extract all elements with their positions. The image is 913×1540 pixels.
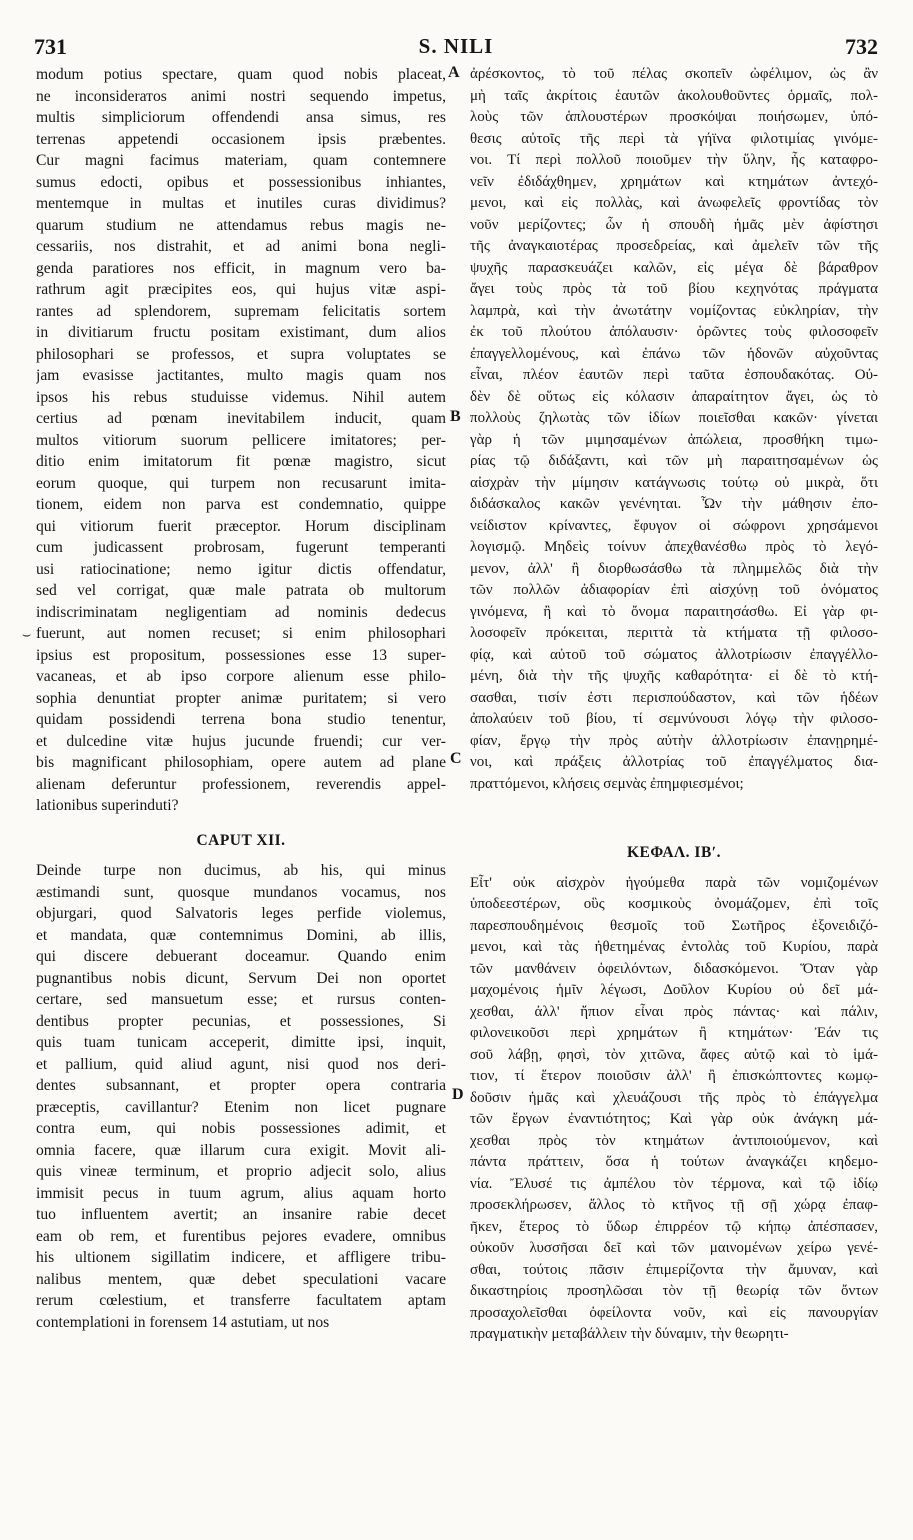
- text-line: quis tuam tunicam acceperit, dimitte ipsi, inquit,: [36, 1034, 446, 1051]
- margin-letter-b: B: [450, 408, 461, 425]
- text-line: qui discere debuerant doceamur. Quando enim: [36, 948, 446, 965]
- text-line: μαχομένοις ἡμῖν λέγωσι, Δοῦλον Κυρίου οὐ δεῖ μά-: [470, 982, 878, 998]
- text-line: πραγματικὴν μεταβάλλειν τὴν δύναμιν, τὴν θεωρητι-: [470, 1326, 789, 1342]
- text-line: æstimandi sunt, quosque mundanos vocamus, nos: [36, 883, 446, 901]
- text-line: σασθαι, τισίν ἐστι περισπούδαστον, καὶ τῶν ἡδέων: [470, 689, 878, 706]
- margin-letter-c: C: [450, 750, 462, 767]
- running-title: S. NILI: [418, 34, 494, 58]
- text-line: cessariis, nos distrahit, et ad animi bona negli-: [36, 238, 446, 255]
- text-line: certius ad pœnam inevitabilem inducit, quam: [36, 410, 446, 427]
- text-line: μένη, διὰ τὴν τῆς ψυχῆς καθαρότητα· εἰ δὲ τὸ κτή-: [470, 668, 878, 684]
- text-line: quarum studium ne attendamus rebus magis ne-: [36, 216, 446, 234]
- text-line: δικαστηρίοις προσηλῶσαι τὸν τῇ θεωρίᾳ τῶν ὄντων: [470, 1283, 878, 1299]
- text-line: ἄγει τοὺς πρὸς τὰ τοῦ βίου κεχηνότας πράγματα: [470, 281, 878, 297]
- text-line: μενοι, καὶ εἰς πολλὰς, καὶ ἀνωφελεῖς φροντίδας τὸν: [470, 195, 878, 211]
- text-line: immisit pecus in tuum agrum, alius aquam horto: [36, 1184, 446, 1202]
- text-line: contemplationi in forensem 14 astutiam, ut nos: [36, 1313, 330, 1331]
- text-line: dentes subsannant, et propter opera contraria: [36, 1077, 446, 1094]
- text-line: νείδιστον κρίναντες, ἔφυγον οἱ σώφρονι χρησάμενοι: [470, 517, 878, 534]
- text-line: et dulcedine vitæ hujus jucunde fruendi; cur ver-: [36, 732, 446, 750]
- text-line: ἐκ τοῦ πλούτου ἀπόλαυσιν· ὁρῶντες τοὺς φιλοσοφεῖν: [470, 324, 878, 340]
- margin-letter-d: D: [452, 1086, 464, 1103]
- text-line: ὑποδεεστέρων, οὓς κοσμικοὺς ὀνομάζομεν, ἐπὶ τοῖς: [470, 896, 878, 912]
- text-line: σοῦ λάβῃ, φησὶ, τὸν χιτῶνα, ἄφες αὐτῷ καὶ τὸ ἱμά-: [470, 1046, 878, 1063]
- text-line: eam ob rem, et furentibus pejores evadere, omnibus: [36, 1227, 446, 1245]
- text-line: φίᾳ, καὶ αὐτοῦ τοῦ σώματος ἀλλοτρίωσιν ἐπαγγέλλο-: [470, 646, 878, 663]
- text-line: mentemque in multas et inutiles curas dividimus?: [36, 195, 446, 212]
- latin-caput-heading: CAPUT XII.: [196, 831, 286, 849]
- text-line: νοῦν μερίζοντες; ὧν ἡ σπουδὴ ἡμᾶς μὲν ἀφίστησι: [470, 216, 878, 233]
- text-line: τιον, τί ἕτερον ποιοῦσιν ἀλλ' ἢ ἐπισκώπτοντες κωμῳ-: [470, 1068, 878, 1084]
- text-line: tuo influentem avertit; an insanire rabie decet: [36, 1206, 446, 1223]
- text-line: νία. Ἔλυσέ τις ἀμπέλου τὸν τέρμονα, καὶ τῷ ἰδίῳ: [470, 1175, 878, 1192]
- text-line: λοὺς τῶν ἁπλουστέρων προσκόψαι ποιήσωμεν, ὑπό-: [470, 109, 878, 125]
- text-line: ἀπολαύειν τοῦ βίου, τί σεμνύνουσι λόγῳ τὴν φιλοσο-: [470, 711, 878, 727]
- caput-spacer: [470, 795, 878, 829]
- text-line: cum judicassent probrosam, fugerunt temperanti: [36, 539, 446, 556]
- text-line: λογισμῷ. Μηδεὶς τοίνυν ἀπεχθανέσθω πρὸς τὸ λεγό-: [470, 539, 878, 555]
- text-line: τῶν μανθάνειν ὀφειλόντων, διδασκόμενοι. Ὅταν γὰρ: [470, 960, 878, 977]
- text-line: ipsius est propositum, possessiones esse 13 super-: [36, 646, 446, 664]
- text-line: terrenas appetendi occasionem ipsis præbentes.: [36, 130, 446, 148]
- text-line: Deinde turpe non ducimus, ab his, qui minus: [36, 862, 446, 879]
- text-line: dentibus propter pecunias, et possessiones, Si: [36, 1012, 446, 1030]
- text-line: ψυχῆς παρασκευάζει καλῶν, εἰς μέγα δὲ βάραθρον: [470, 259, 878, 276]
- text-line: μενον, ἀλλ' ἢ διορθωσάσθω τὰ πλημμελῶς διὰ τὴν: [470, 560, 878, 577]
- text-line: προσαχολεῖσθαι ὀφείλοντα νοῦν, καὶ εἰς πανουργίαν: [470, 1304, 878, 1321]
- left-page-number: 731: [34, 34, 67, 59]
- text-line: νεῖν ἐδιδάχθημεν, χρημάτων καὶ κτημάτων ἀντεχό-: [470, 173, 878, 190]
- text-line: τῶν πολλῶν ἀδιαφορίαν ἐπὶ αἰσχύνῃ τοῦ ὀνόματος: [470, 582, 878, 598]
- text-line: omnia facere, quæ illarum cura exigit. Movit ali-: [36, 1141, 446, 1159]
- text-line: usi ratiocinatione; nemo igitur dictis offendatur,: [36, 560, 446, 578]
- text-line: objurgari, quod Salvatoris leges perfide violemus,: [36, 905, 446, 922]
- text-line: rantes ad splendorem, supremam felicitatis sortem: [36, 302, 446, 320]
- text-line: rathrum agit præcipites eos, qui hujus vitæ aspi-: [36, 281, 446, 298]
- text-line: fuerunt, aut nomen recuset; si enim philosophari: [36, 625, 446, 642]
- text-line: Εἶτ' οὐκ αἰσχρὸν ἡγούμεθα παρὰ τῶν νομιζομένων: [470, 874, 878, 891]
- text-line: alienam deferuntur professionem, reverendis appel-: [36, 775, 446, 793]
- text-line: δοῦσιν ἡμᾶς καὶ χλευάζουσι τῆς πρὸς τὸ ἐπάγγελμα: [470, 1089, 878, 1106]
- text-line: quidam possidendi terrena bona studio tenentur,: [36, 711, 446, 728]
- text-line: qui vitiorum fuerit præceptor. Horum disciplinam: [36, 517, 446, 535]
- text-line: αἰσχρὰν τὴν μίμησιν κατάγνωσις τούτῳ οὐ μικρὰ, ὅτι: [470, 474, 878, 491]
- text-line: Cur magni facimus materiam, quam contemnere: [36, 152, 446, 169]
- text-line: νοι, καὶ πράξεις ἀλλοτρίας τοῦ ἐπαγγέλματος δια-: [470, 754, 878, 770]
- text-line: ρίας τῷ διδάξαντι, καὶ τῶν μὴ παραιτησαμένων ὡς: [470, 453, 878, 469]
- text-line: genda paratiores nos efficit, in magnum vero ba-: [36, 259, 446, 277]
- text-line: φίαν, ἔργῳ τὴν πρὸς αὐτὴν ἀλλοτρίωσιν ἐπανῃρημέ-: [470, 732, 878, 749]
- text-line: τῆς ἀναγκαιοτέρας προσεδρείας, καὶ ἀμελεῖν τῶν τῆς: [470, 238, 878, 254]
- margin-note-mark: ⌣: [22, 628, 32, 643]
- text-line: δὲν δὲ οὕτως εἰς κόλασιν ἀπαραίτητον ἄγει, ὡς τὸ: [470, 388, 878, 405]
- margin-letter-a: A: [448, 64, 460, 81]
- greek-part1: [470, 64, 878, 795]
- greek-caput-heading: ΚΕΦΑΛ. ΙΒʹ.: [626, 844, 722, 861]
- text-line: τῶν ἔργων ἐναντιότητος; Καὶ γὰρ οὐκ ἀνάγκη μά-: [470, 1111, 878, 1127]
- text-line: in divitiarum fructu positam existimant, dum alios: [36, 324, 446, 341]
- text-line: πραττόμενοι, κλήσεις σεμνὰς ἐπημφιεσμένοι;: [470, 775, 744, 792]
- text-line: rerum cœlestium, et transferre facultatem aptam: [36, 1292, 446, 1309]
- text-line: ipsos his rebus studuisse videmus. Nihil autem: [36, 388, 446, 406]
- latin-column: [36, 64, 446, 1333]
- text-line: οὐκοῦν λυσσῆσαι δεῖ καὶ τῶν μαινομένων χείρω γενέ-: [470, 1240, 878, 1256]
- text-line: modum potius spectare, quam quod nobis placeat,: [36, 66, 446, 83]
- text-line: διδάσκαλος κακῶν γενένηται. Ὧν τὴν μάθησιν ἐπο-: [470, 496, 878, 512]
- text-line: ἀρέσκοντος, τὸ τοῦ πέλας σκοπεῖν ὠφέλιμον, ὡς ἂν: [470, 66, 878, 82]
- text-line: lationibus superinduti?: [36, 797, 179, 814]
- greek-column: [470, 64, 878, 1346]
- text-line: eorum quoque, qui turpem non recusarunt imita-: [36, 474, 446, 492]
- text-line: contra eum, qui nobis possessiones adimit, et: [36, 1120, 446, 1137]
- text-line: μὴ ταῖς ἀκρίτοις ἑαυτῶν ἀκολουθοῦντες ὁρμαῖς, πολ-: [470, 87, 878, 104]
- text-line: ἐπαγγελλομένους, καὶ ἐπάνω τῶν ἡδονῶν αὐχοῦντας: [470, 345, 878, 362]
- text-line: his ultionem sigillatim indicere, et affligere tribu-: [36, 1249, 446, 1266]
- text-line: et mandata, quæ contemnimus Domini, ab illis,: [36, 926, 446, 944]
- text-line: θεσις αὐτοῖς τῆς περὶ τὰ γήϊνα φιλοτιμίας γινόμε-: [470, 130, 878, 147]
- text-line: παρεσπουδημένοις θεσμοῖς τοῦ Σωτῆρος ἐξονειδιζό-: [470, 917, 878, 934]
- greek-part2: [470, 873, 878, 1346]
- text-line: jam evasisse jactitantes, multo magis quam nos: [36, 367, 446, 384]
- text-line: ῆκεν, ἕτερος τὸ ὕδωρ ἐπιρρέον τῷ κήπῳ ἀπέσπασεν,: [470, 1218, 878, 1235]
- text-line: vacaneas, et ab ipso corpore alienum esse philo-: [36, 668, 446, 685]
- text-line: multis simpliciorum offendendi ansa simus, res: [36, 109, 446, 126]
- text-line: γὰρ ἡ τῶν μιμησαμένων ἀπώλεια, προσθήκη τιμω-: [470, 431, 878, 448]
- text-line: tionem, eidem non parva est condemnatio, quippe: [36, 496, 446, 513]
- text-line: λοσοφεῖν πρόκειται, περιττὰ τὰ κτήματα τῇ φιλοσο-: [470, 625, 878, 641]
- text-line: sed vel corrigat, quæ male patrata ob multorum: [36, 582, 446, 599]
- page-header: [34, 34, 878, 66]
- text-line: χεσθαι πρὸς τὸν κτημάτων ἀντιποιούμενον, καὶ: [470, 1132, 878, 1149]
- text-line: philosophari se professos, et supra voluptates se: [36, 345, 446, 363]
- text-line: νοι. Τί περὶ πολλοῦ ποιοῦμεν τὴν ὕλην, ἧς καταφρο-: [470, 152, 878, 168]
- text-line: nalibus mentem, quæ debet speculationi vacare: [36, 1270, 446, 1288]
- text-line: χεσθαι, ἀλλ' ἤπιον εἶναι πρὸς πάντας· καὶ πάλιν,: [470, 1003, 878, 1020]
- text-line: ne inconsiderатos animi nostri sequendo impetus,: [36, 87, 446, 105]
- text-line: certare, sed mansuetum esse; et rursus conten-: [36, 991, 446, 1008]
- text-line: σθαι, τούτοις πᾶσιν ἐπιμερίζοντα τὴν ἄμυναν, καὶ: [470, 1261, 878, 1278]
- text-line: præceptis, cavillantur? Etenim non licet pugnare: [36, 1098, 446, 1116]
- text-line: multos vitiorum suorum pellicere imitatores; per-: [36, 431, 446, 449]
- right-page-number: 732: [845, 34, 878, 59]
- text-line: pugnantibus nobis dicunt, Servum Dei non oportet: [36, 969, 446, 987]
- text-line: sumus edocti, opibus et possessionibus inhiantes,: [36, 173, 446, 191]
- text-line: bis magnificant philosophiam, opere autem ad plane: [36, 754, 446, 771]
- latin-part1: [36, 64, 446, 817]
- text-line: ditio enim imitatorum fit pœnæ magistro, sicut: [36, 453, 446, 470]
- text-line: λαμπρὰ, καὶ τὴν ἀνωτάτην νομίζοντας εὐκληρίαν, τὴν: [470, 302, 878, 319]
- text-line: et pallium, quid aliud agunt, nisi quod nos deri-: [36, 1055, 446, 1073]
- text-line: μενοι, καὶ τὰς ἠθετημένας ἐντολὰς τοῦ Κυρίου, παρὰ: [470, 939, 878, 955]
- text-line: quis vineæ terminum, et proprio adjecit solo, alius: [36, 1163, 446, 1180]
- latin-part2: [36, 860, 446, 1333]
- text-line: φιλονεικοῦσι περὶ χρημάτων ἢ κτημάτων· Ἐάν τις: [470, 1025, 878, 1041]
- text-line: εἶναι, πλέον ἑαυτῶν περὶ ταῦτα ἐσπουδακότας. Οὐ-: [470, 367, 878, 383]
- text-line: πολλοὺς ζηλωτὰς τῶν ἰδίων ποιεῖσθαι κακῶν· γίνεται: [470, 410, 878, 426]
- text-line: προσεκλήρωσεν, ἄλλος τὸ κτῆνος τῇ σῇ χώρᾳ ἐπαφ-: [470, 1197, 878, 1213]
- text-line: indiscriminatam negligentiam ad nominis dedecus: [36, 603, 446, 621]
- text-line: γινόμενα, ἢ καὶ τὸ ὄνομα παραιτησάσθω. Εἰ γὰρ φι-: [470, 603, 878, 620]
- text-line: πάντα πράττειν, ὅσα ἡ τούτων ἀναγκάζει κηδεμο-: [470, 1154, 878, 1170]
- text-line: sophia denuntiat propter animæ puritatem; si vero: [36, 689, 446, 707]
